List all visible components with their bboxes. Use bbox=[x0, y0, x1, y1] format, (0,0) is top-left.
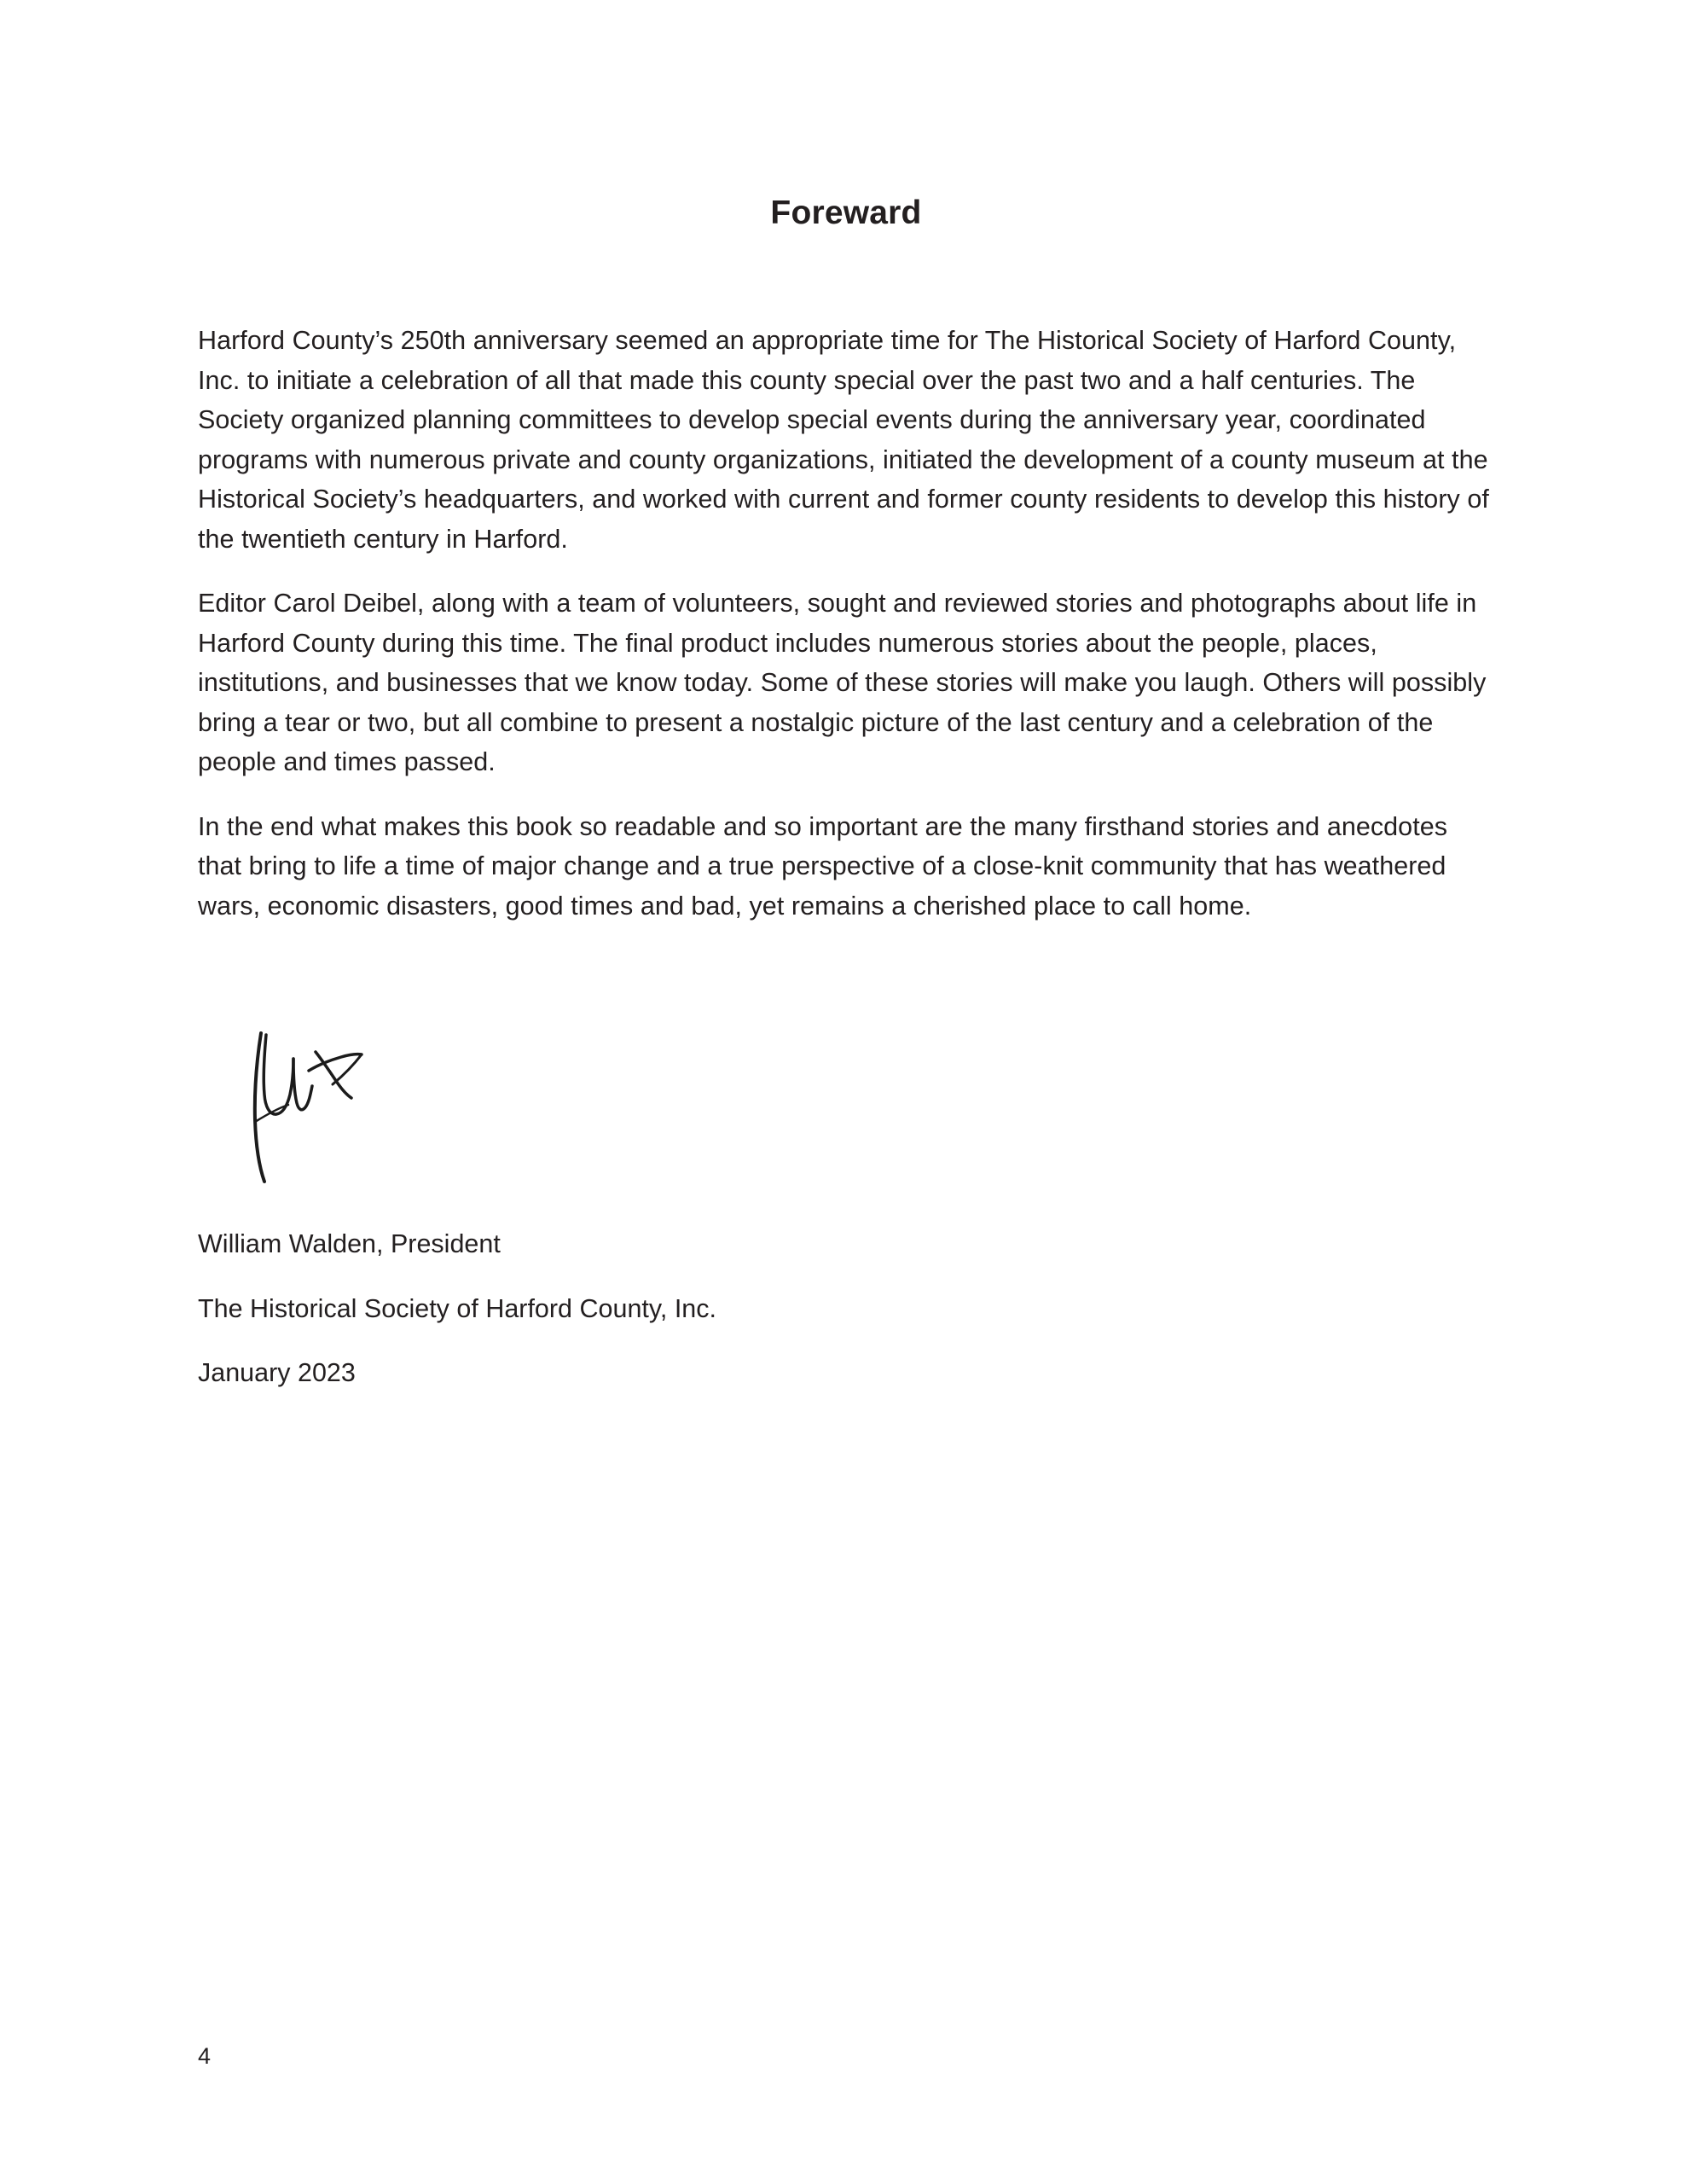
signature-date: January 2023 bbox=[198, 1358, 356, 1387]
signature-organization: The Historical Society of Harford County, Inc. bbox=[198, 1293, 716, 1323]
paragraph-2: Editor Carol Deibel, along with a team of volunteers, sought and reviewed stories and photographs about life in Harford County during this time. The final product includes numerous stories about the people, places, institutions, and businesses that we know today. Some of these stories will make you laugh. Others will possibly bring a tear or two, but all combine to present a nostalgic picture of the last century and a celebration of the people and times passed. bbox=[198, 589, 1487, 776]
page-content bbox=[198, 0, 1494, 1393]
page-number: 4 bbox=[198, 2043, 212, 2069]
paragraph-1: Harford County’s 250th anniversary seemed an appropriate time for The Historical Society of Harford County, Inc. to initiate a celebration of all that made this county special over the past two and a half centuries. The Society organized planning committees to develop special events during the anniversary year, coordinated programs with numerous private and county organizations, initiated the development of a county museum at the Historical Society’s headquarters, and worked with current and former county residents to develop this history of the twentieth century in Harford. bbox=[198, 326, 1489, 554]
paragraph-3: In the end what makes this book so readable and so important are the many firsthand stories and anecdotes that bring to life a time of major change and a true perspective of a close-knit community that has weathered wars, economic disasters, good times and bad, yet remains a cherished place to call home. bbox=[198, 811, 1448, 921]
signature-name-title: William Walden, President bbox=[198, 1229, 501, 1258]
page-title: Foreward bbox=[770, 195, 922, 231]
handwritten-signature-icon bbox=[234, 1026, 370, 1193]
signature-block bbox=[198, 1026, 1494, 1188]
